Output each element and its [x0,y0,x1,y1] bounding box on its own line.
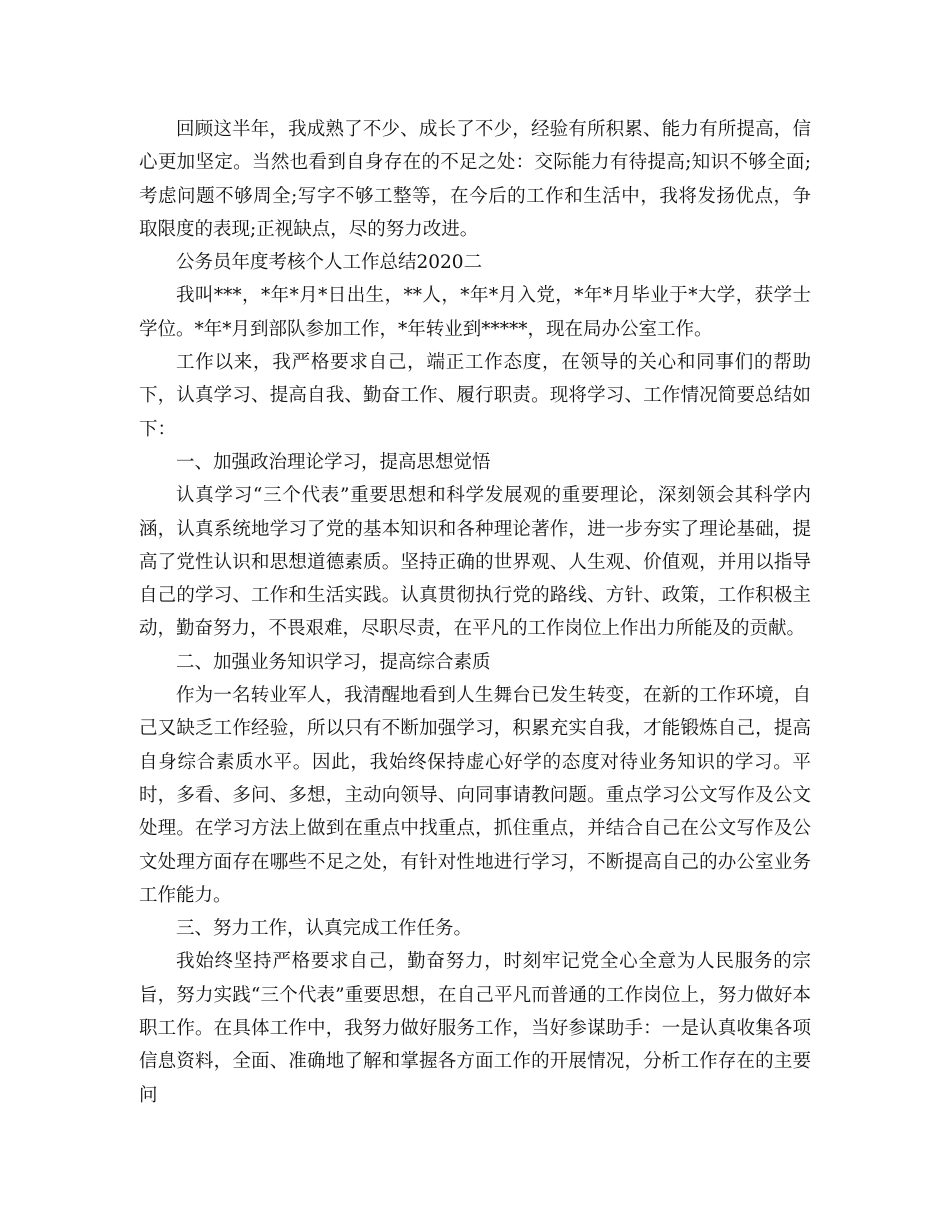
paragraph-work-tasks: 我始终坚持严格要求自己，勤奋努力，时刻牢记党全心全意为人民服务的宗旨，努力实践“三个代表”重要思想，在自己平凡而普通的工作岗位上，努力做好本职工作。在具体工作中，我努力做好服务工作，当好参谋助手：一是认真收集各项信息资料，全面、准确地了解和掌握各方面工作的开展情况，分析工作存在的主要问 [139,951,811,1106]
paragraph-introduction: 我叫***，*年*月*日出生，**人，*年*月入党，*年*月毕业于*大学，获学士学位。*年*月到部队参加工作，*年转业到*****，现在局办公室工作。 [139,285,811,340]
paragraph-review: 回顾这半年，我成熟了不少、成长了不少，经验有所积累、能力有所提高，信心更加坚定。当然也看到自身存在的不足之处：交际能力有待提高;知识不够全面;考虑问题不够周全;写字不够工整等，在今后的工作和生活中，我将发扬优点，争取限度的表现;正视缺点，尽的努力改进。 [139,119,811,240]
paragraph-business-study: 作为一名转业军人，我清醒地看到人生舞台已发生转变，在新的工作环境，自己又缺乏工作经验，所以只有不断加强学习，积累充实自我，才能锻炼自己，提高自身综合素质水平。因此，我始终保持虚心好学的态度对待业务知识的学习。平时，多看、多问、多想，主动向领导、向同事请教问题。重点学习公文写作及公文处理。在学习方法上做到在重点中找重点，抓住重点，并结合自己在公文写作及公文处理方面存在哪些不足之处，有针对性地进行学习，不断提高自己的办公室业务工作能力。 [139,685,811,906]
paragraph-overview: 工作以来，我严格要求自己，端正工作态度，在领导的关心和同事们的帮助下，认真学习、提高自我、勤奋工作、履行职责。现将学习、工作情况简要总结如下： [139,352,811,440]
heading-political-study: 一、加强政治理论学习，提高思想觉悟 [176,451,491,473]
paragraph-political-study: 认真学习“三个代表”重要思想和科学发展观的重要理论，深刻领会其科学内涵，认真系统地学习了党的基本知识和各种理论著作，进一步夯实了理论基础，提高了党性认识和思想道德素质。坚持正确的世界观、人生观、价值观，并用以指导自己的学习、工作和生活实践。认真贯彻执行党的路线、方针、政策，工作积极主动，勤奋努力，不畏艰难，尽职尽责，在平凡的工作岗位上作出力所能及的贡献。 [139,485,811,640]
section-title: 公务员年度考核个人工作总结2020二 [176,252,483,274]
heading-business-study: 二、加强业务知识学习，提高综合素质 [176,651,491,673]
heading-work-tasks: 三、努力工作，认真完成工作任务。 [176,918,473,940]
document-body [139,113,811,1112]
